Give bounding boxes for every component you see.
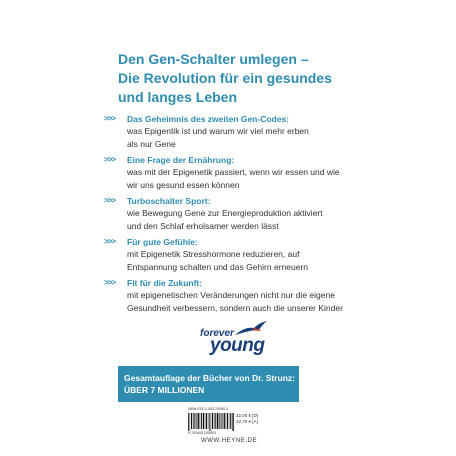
barcode-icon [188,413,234,431]
price-germany: 22,00 € [D] [236,413,259,418]
feature-text [127,289,394,314]
feature-text-line: wie Bewegung Gene zur Energieproduktion aktiviert [127,208,323,218]
feature-text [127,166,394,191]
feature-text [127,125,394,150]
feature-text-line: was mit der Epigenetik passiert, wenn wir essen und wie [127,167,340,177]
feature-text [127,248,394,273]
feature-text [127,207,394,232]
barcode-digits: 9 783453 200903 [188,431,216,435]
forever-young-logo [200,320,270,360]
feature-list [104,113,394,318]
feature-item [104,277,394,314]
sales-banner-line-2: ÜBER 7 MILLIONEN [124,385,205,395]
chevron-bullet-icon: >>> [104,155,116,164]
feature-item [104,113,394,150]
chevron-bullet-icon: >>> [104,278,116,287]
feature-item [104,236,394,273]
logo-word-young: young [210,335,265,356]
feature-heading: Eine Frage der Ernährung: [127,155,235,165]
feature-text-line: mit Epigenetik Stresshormone reduzieren, auf [127,249,300,259]
headline-line-2: Die Revolution für ein gesundes [118,70,332,86]
feature-text-line: mit epigenetischen Veränderungen nicht nur die eigene [127,290,335,300]
chevron-bullet-icon: >>> [104,114,116,123]
feature-text-line: Entspannung schalten und das Gehirn erneuern [127,261,308,272]
feature-item [104,195,394,232]
feature-heading: Das Geheimnis des zweiten Gen-Codes: [127,114,290,124]
headline-line-3: und langes Leben [118,89,238,105]
feature-text-line: was Epigentik ist und warum wir viel mehr erben [127,126,309,136]
publisher-website: WWW.HEYNE.DE [201,438,258,444]
feature-heading: Fit für die Zukunft: [127,278,203,288]
feature-heading: Turboschalter Sport: [127,196,211,206]
feature-text-line: als nur Gene [127,138,176,149]
feature-item [104,154,394,191]
headline-line-1: Den Gen-Schalter umlegen – [118,51,309,67]
barcode-block [188,407,259,435]
feature-heading: Für gute Gefühle: [127,237,198,247]
feature-text-line: Gesundheit verbessern, sondern auch die unserer Kinder [127,302,343,313]
chevron-bullet-icon: >>> [104,237,116,246]
logo-word-forever: forever [200,328,234,339]
feature-text-line: und den Schlaf erholsamer werden lässt [127,220,279,231]
sales-banner [118,366,299,402]
chevron-bullet-icon: >>> [104,196,116,205]
headline [118,50,418,107]
price-block [236,413,258,425]
price-austria: 22,70 € [A] [236,419,258,424]
sales-banner-line-1: Gesamtauflage der Bücher von Dr. Strunz: [124,373,295,383]
feature-text-line: wir uns gesund essen können [127,179,240,190]
isbn-number: ISBN 978-3-453-20090-3 [188,407,229,411]
